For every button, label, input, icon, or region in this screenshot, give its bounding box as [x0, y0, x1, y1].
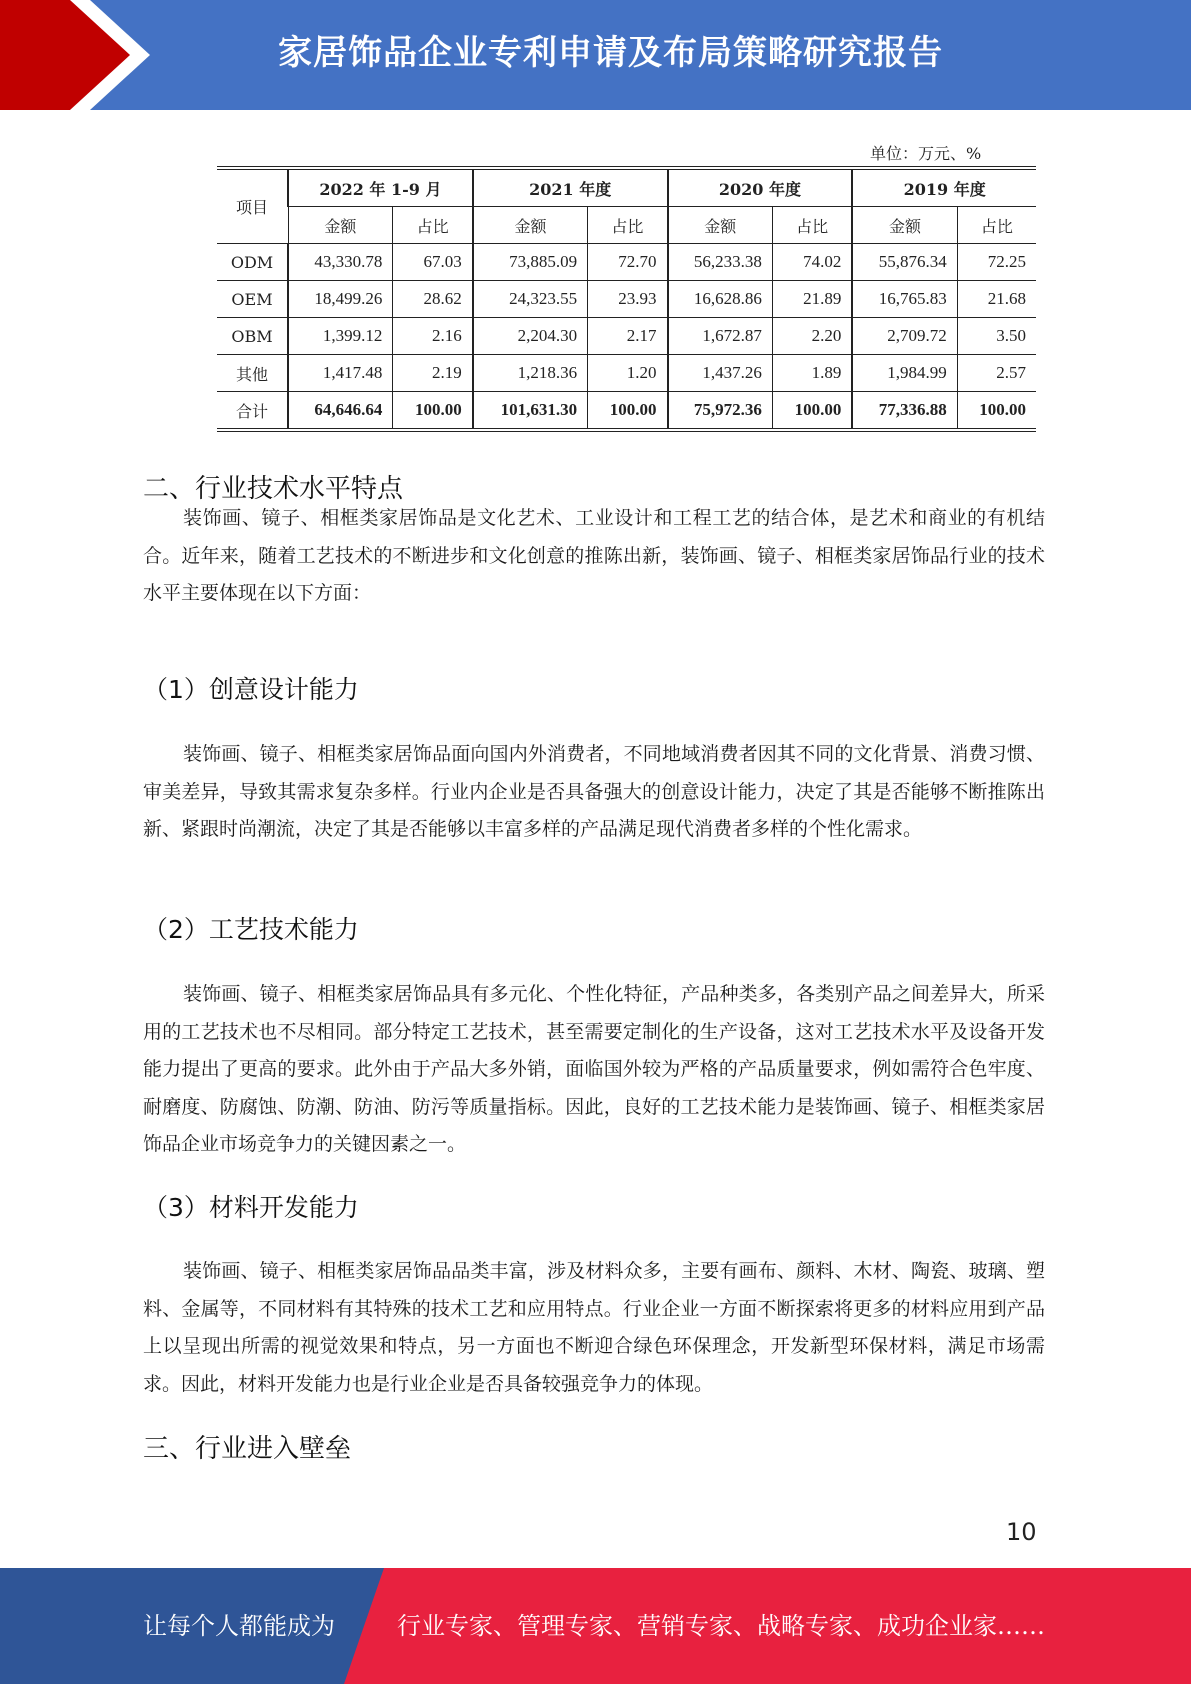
- cell-amount: 73,885.09: [473, 244, 588, 281]
- paragraph-process-technology: 装饰画、镜子、相框类家居饰品具有多元化、个性化特征，产品种类多，各类别产品之间差异大，所采用的工艺技术也不尽相同。部分特定工艺技术，甚至需要定制化的生产设备，这对工艺技术水平及设备开发能力提出了更高的要求。此外由于产品大多外销，面临国外较为严格的产品质量要求，例如需符合色牢度、耐磨度、防腐蚀、防潮、防油、防污等质量指标。因此，良好的工艺技术能力是装饰画、镜子、相框类家居饰品企业市场竞争力的关键因素之一。: [143, 983, 1045, 1155]
- row-label: ODM: [217, 244, 288, 281]
- subheading-creative-design: （1）创意设计能力: [143, 675, 359, 704]
- cell-amount: 64,646.64: [288, 392, 393, 431]
- cell-share: 100.00: [772, 392, 852, 431]
- cell-amount: 1,417.48: [288, 355, 393, 392]
- cell-amount: 16,628.86: [668, 281, 773, 318]
- paragraph-material-development: 装饰画、镜子、相框类家居饰品品类丰富，涉及材料众多，主要有画布、颜料、木材、陶瓷、玻璃、塑料、金属等，不同材料有其特殊的技术工艺和应用特点。行业企业一方面不断探索将更多的材料应用到产品上以呈现出所需的视觉效果和特点，另一方面也不断迎合绿色环保理念，开发新型环保材料，满足市场需求。因此，材料开发能力也是行业企业是否具备较强竞争力的体现。: [143, 1260, 1045, 1395]
- table-row: [217, 392, 1036, 431]
- table-row: [217, 281, 1036, 318]
- table-header-item: 项目: [217, 168, 288, 244]
- cell-share: 1.20: [588, 355, 668, 392]
- cell-share: 100.00: [393, 392, 473, 431]
- cell-share: 3.50: [957, 318, 1036, 355]
- subheading-material-development: （3）材料开发能力: [143, 1193, 359, 1222]
- cell-share: 72.25: [957, 244, 1036, 281]
- cell-share: 21.89: [772, 281, 852, 318]
- cell-amount: 18,499.26: [288, 281, 393, 318]
- table-subheader-share: 占比: [957, 207, 1036, 244]
- cell-share: 2.17: [588, 318, 668, 355]
- table-row: [217, 318, 1036, 355]
- cell-amount: 1,399.12: [288, 318, 393, 355]
- table-subheader-amount: 金额: [852, 207, 957, 244]
- cell-amount: 2,709.72: [852, 318, 957, 355]
- cell-share: 72.70: [588, 244, 668, 281]
- paragraph-intro: 装饰画、镜子、相框类家居饰品是文化艺术、工业设计和工程工艺的结合体，是艺术和商业的有机结合。近年来，随着工艺技术的不断进步和文化创意的推陈出新，装饰画、镜子、相框类家居饰品行业的技术水平主要体现在以下方面：: [143, 507, 1045, 604]
- table-subheader-share: 占比: [393, 207, 473, 244]
- table-row: [217, 244, 1036, 281]
- table-subheader-amount: 金额: [668, 207, 773, 244]
- cell-amount: 55,876.34: [852, 244, 957, 281]
- cell-share: 21.68: [957, 281, 1036, 318]
- cell-share: 2.20: [772, 318, 852, 355]
- cell-amount: 2,204.30: [473, 318, 588, 355]
- cell-share: 23.93: [588, 281, 668, 318]
- table-header-year: 2021 年度: [473, 168, 668, 207]
- table-header-year: 2019 年度: [852, 168, 1036, 207]
- cell-amount: 75,972.36: [668, 392, 773, 431]
- cell-share: 100.00: [588, 392, 668, 431]
- cell-share: 28.62: [393, 281, 473, 318]
- table-subheader-share: 占比: [588, 207, 668, 244]
- cell-share: 2.19: [393, 355, 473, 392]
- cell-amount: 1,984.99: [852, 355, 957, 392]
- cell-amount: 56,233.38: [668, 244, 773, 281]
- cell-share: 2.57: [957, 355, 1036, 392]
- revenue-breakdown-table: [217, 166, 1036, 432]
- subheading-process-technology: （2）工艺技术能力: [143, 915, 359, 944]
- footer-slogan-right: 行业专家、管理专家、营销专家、战略专家、成功企业家……: [397, 1612, 1045, 1640]
- page-footer: [0, 1568, 1191, 1684]
- row-label: 合计: [217, 392, 288, 431]
- row-label: OBM: [217, 318, 288, 355]
- row-label: 其他: [217, 355, 288, 392]
- table-unit-note: 单位：万元、%: [870, 144, 982, 163]
- cell-amount: 77,336.88: [852, 392, 957, 431]
- cell-share: 74.02: [772, 244, 852, 281]
- cell-share: 2.16: [393, 318, 473, 355]
- table-subheader-amount: 金额: [288, 207, 393, 244]
- page-number: 10: [1006, 1518, 1037, 1546]
- cell-amount: 1,218.36: [473, 355, 588, 392]
- table-header-year: 2022 年 1-9 月: [288, 168, 473, 207]
- cell-amount: 101,631.30: [473, 392, 588, 431]
- cell-amount: 43,330.78: [288, 244, 393, 281]
- footer-slogan-left: 让每个人都能成为: [143, 1612, 335, 1640]
- cell-share: 100.00: [957, 392, 1036, 431]
- table-subheader-share: 占比: [772, 207, 852, 244]
- section-heading-technology-level: 二、行业技术水平特点: [143, 474, 404, 504]
- cell-amount: 1,437.26: [668, 355, 773, 392]
- cell-amount: 1,672.87: [668, 318, 773, 355]
- section-heading-entry-barriers: 三、行业进入壁垒: [143, 1434, 352, 1464]
- document-title: 家居饰品企业专利申请及布局策略研究报告: [278, 33, 943, 73]
- table-row: [217, 355, 1036, 392]
- cell-share: 1.89: [772, 355, 852, 392]
- cell-amount: 24,323.55: [473, 281, 588, 318]
- paragraph-creative-design: 装饰画、镜子、相框类家居饰品面向国内外消费者，不同地域消费者因其不同的文化背景、消费习惯、审美差异，导致其需求复杂多样。行业内企业是否具备强大的创意设计能力，决定了其是否能够不断推陈出新、紧跟时尚潮流，决定了其是否能够以丰富多样的产品满足现代消费者多样的个性化需求。: [143, 743, 1045, 840]
- page-header: [0, 0, 1191, 110]
- table-subheader-amount: 金额: [473, 207, 588, 244]
- table-header-year: 2020 年度: [668, 168, 853, 207]
- cell-amount: 16,765.83: [852, 281, 957, 318]
- row-label: OEM: [217, 281, 288, 318]
- cell-share: 67.03: [393, 244, 473, 281]
